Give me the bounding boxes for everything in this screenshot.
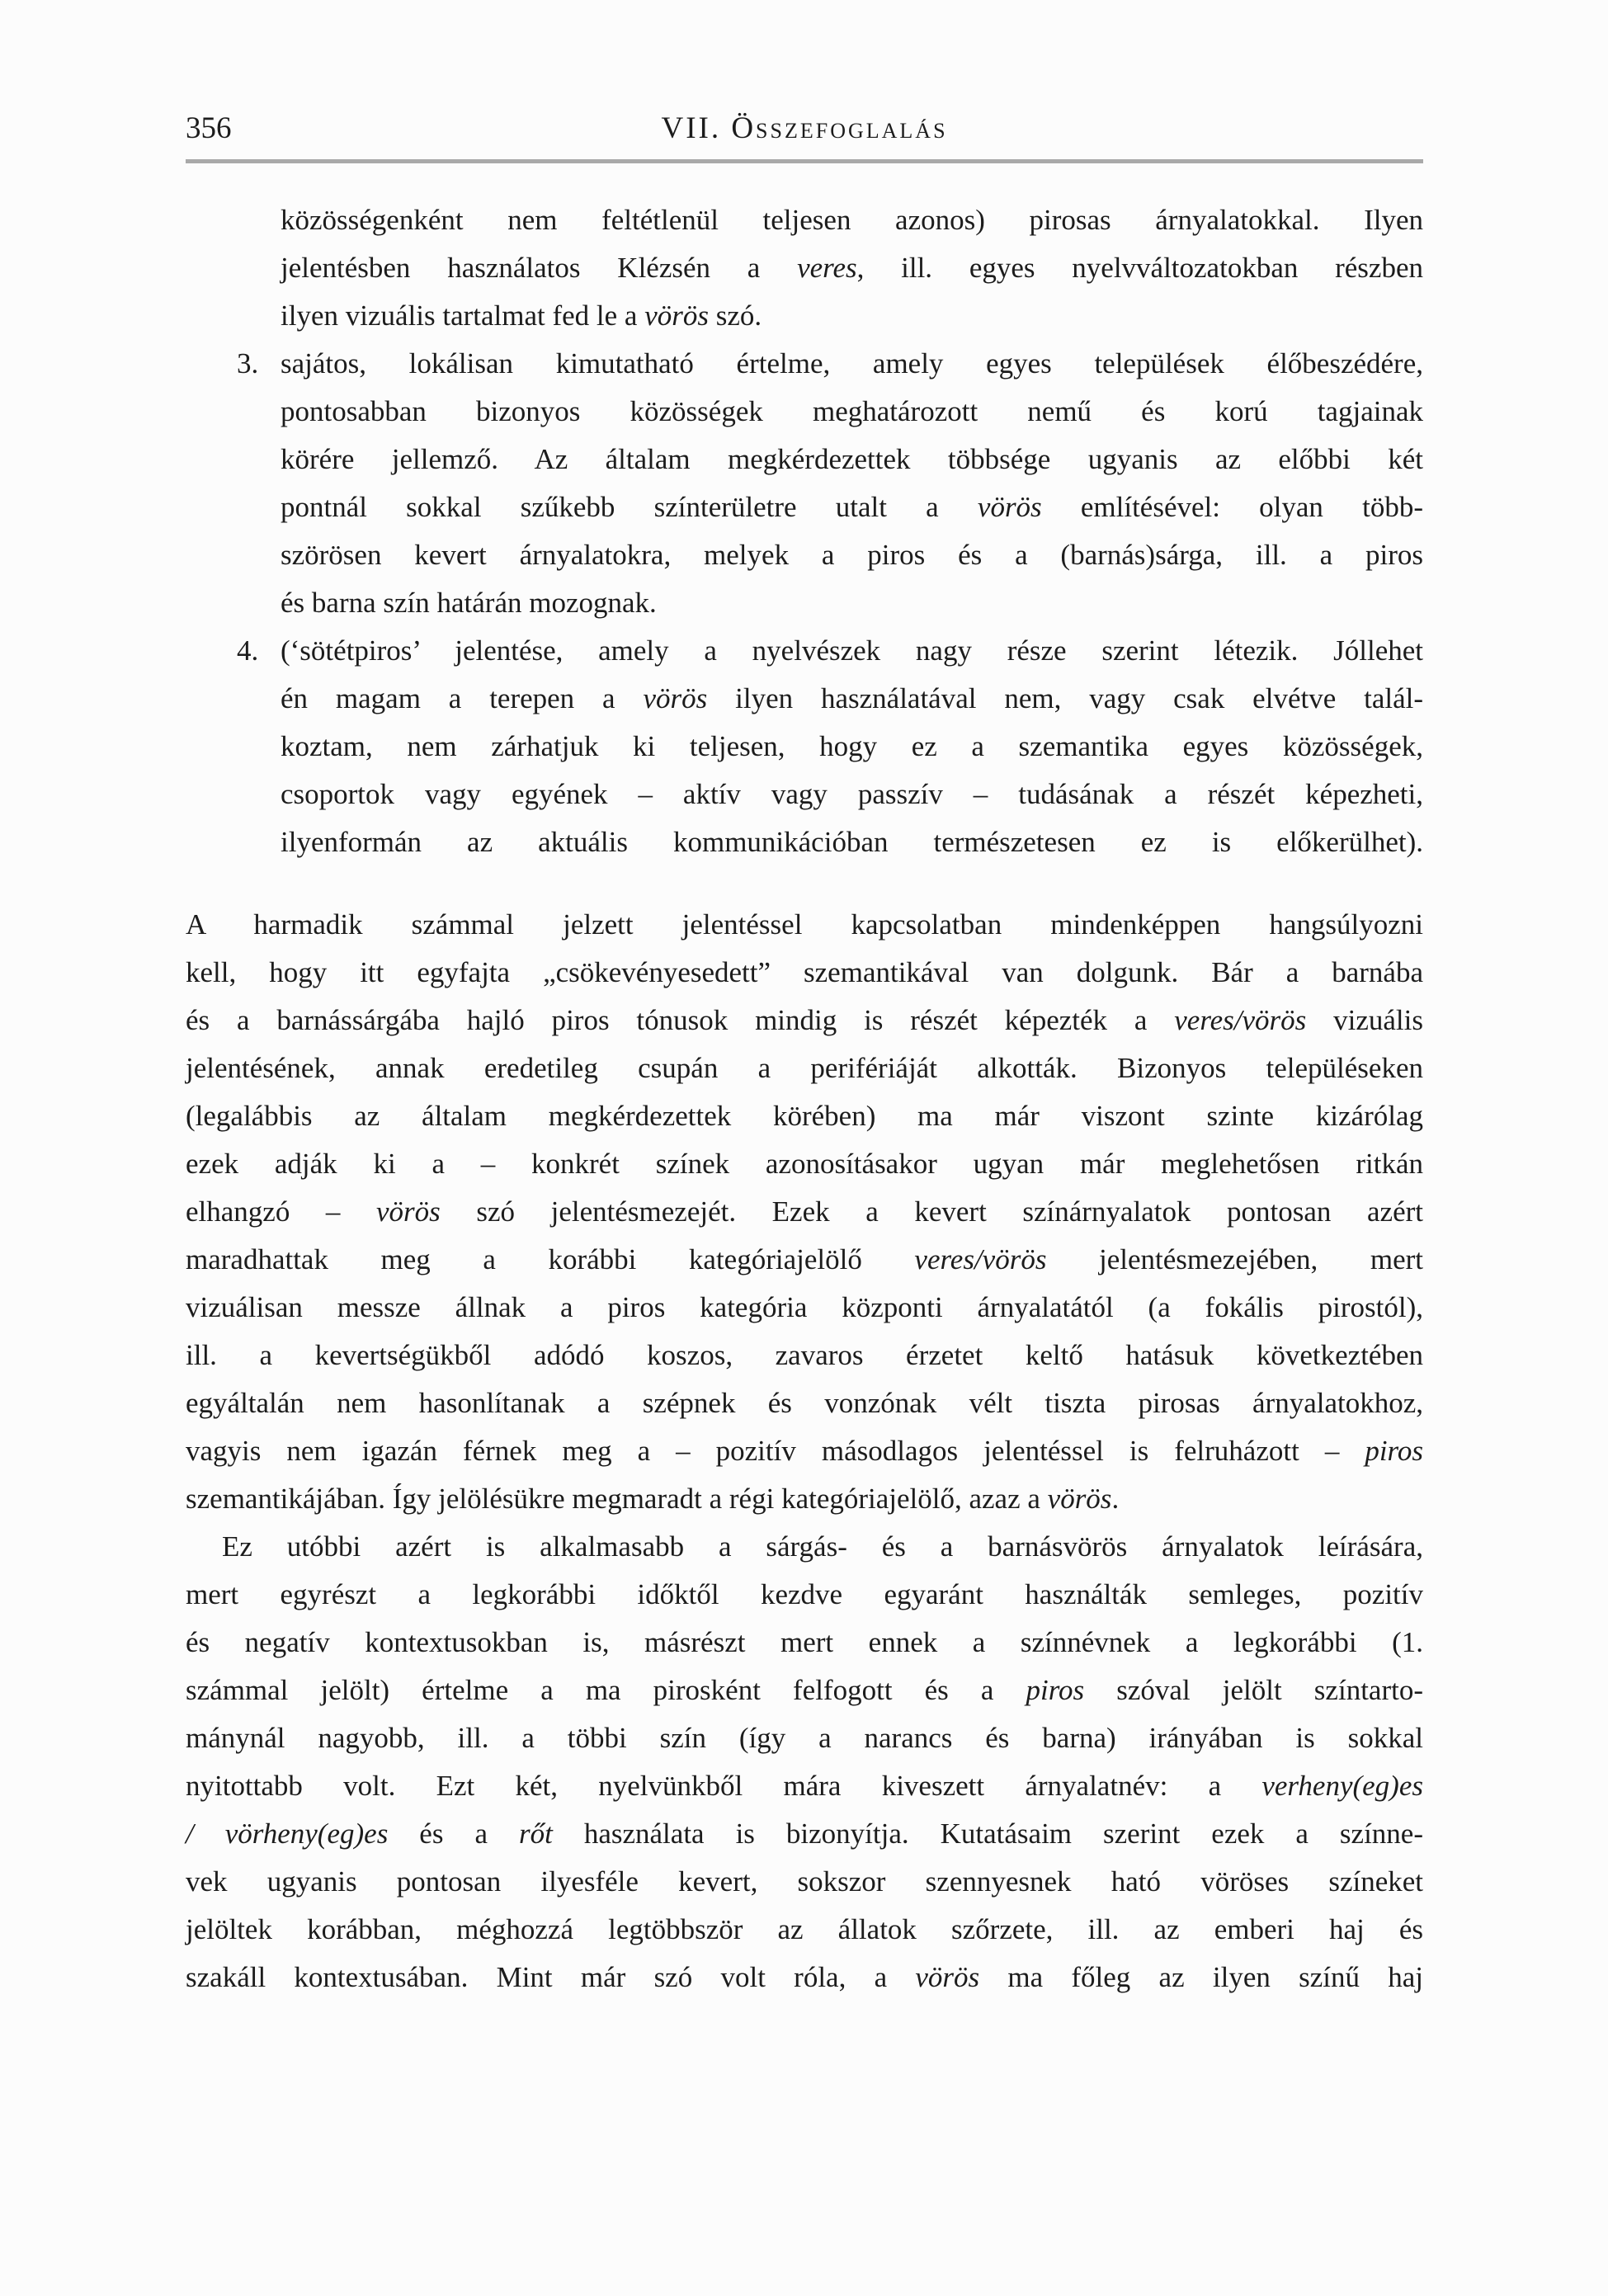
text-line: csoportok vagy egyének – aktív vagy passzív – tudásának a részét képezheti,: [281, 778, 1423, 810]
text-line: szakáll kontextusában. Mint már szó volt róla, a vörös ma főleg az ilyen színű haj: [186, 1961, 1423, 1993]
paragraph: [186, 901, 1423, 1523]
text-line: szörösen kevert árnyalatokra, melyek a piros és a (barnás)sárga, ill. a piros: [281, 539, 1423, 571]
italic-term: veres/vörös: [1174, 1004, 1307, 1036]
italic-term: veres/vörös: [914, 1243, 1047, 1275]
paragraph: [186, 196, 1423, 340]
text-line: és a barnássárgába hajló piros tónusok mindig is részét képezték a veres/vörös vizuális: [186, 1004, 1423, 1036]
italic-term: veres: [797, 252, 857, 284]
text-line: ill. a kevertségükből adódó koszos, zavaros érzetet keltő hatásuk következtében: [186, 1339, 1423, 1371]
text-line: vagyis nem igazán férnek meg a – pozitív másodlagos jelentéssel is felruházott – piros: [186, 1435, 1423, 1467]
list-item: [186, 340, 1423, 627]
text-line: jelöltek korábban, méghozzá legtöbbször az állatok szőrzete, ill. az emberi haj és: [186, 1913, 1423, 1945]
text-line: (legalábbis az általam megkérdezettek körében) ma már viszont szinte kizárólag: [186, 1100, 1423, 1132]
italic-term: vörös: [643, 682, 708, 714]
italic-term: verheny(eg)es: [1261, 1770, 1423, 1802]
text-line: pontosabban bizonyos közösségek meghatározott nemű és korú tagjainak: [281, 395, 1423, 427]
list-item-number: 4.: [237, 634, 259, 667]
text-line: (‘sötétpiros’ jelentése, amely a nyelvészek nagy része szerint létezik. Jóllehet: [281, 634, 1423, 667]
italic-term: vörös: [977, 491, 1042, 523]
text-line: Ez utóbbi azért is alkalmasabb a sárgás- és a barnásvörös árnyalatok leírására,: [222, 1530, 1423, 1563]
text-line: egyáltalán nem hasonlítanak a szépnek és vonzónak vélt tiszta pirosas árnyalatokhoz,: [186, 1387, 1423, 1419]
text-block: [186, 196, 1423, 2001]
running-head: VII. Összefoglalás: [661, 111, 948, 145]
text-line: jelentésének, annak eredetileg csupán a perifériáját alkották. Bizonyos településeken: [186, 1052, 1423, 1084]
italic-term: vörös: [644, 299, 709, 332]
italic-term: vörös: [376, 1195, 441, 1228]
header-rule: [186, 159, 1423, 163]
text-line: sajátos, lokálisan kimutatható értelme, amely egyes települések élőbeszédére,: [281, 347, 1423, 380]
text-line: A harmadik számmal jelzett jelentéssel kapcsolatban mindenképpen hangsúlyozni: [186, 908, 1423, 941]
text-line: nyitottabb volt. Ezt két, nyelvünkből mára kiveszett árnyalatnév: a verheny(eg)es: [186, 1770, 1423, 1802]
text-line: ilyenformán az aktuális kommunikációban természetesen ez is előkerülhet).: [281, 826, 1423, 858]
text-line: és negatív kontextusokban is, másrészt mert ennek a színnévnek a legkorábbi (1.: [186, 1626, 1423, 1658]
italic-term: piros: [1365, 1435, 1423, 1467]
page-number: 356: [186, 111, 232, 145]
italic-term: vörös: [915, 1961, 980, 1993]
text-line: mert egyrészt a legkorábbi időktől kezdve egyaránt használták semleges, pozitív: [186, 1578, 1423, 1610]
text-line: vek ugyanis pontosan ilyesféle kevert, sokszor szennyesnek ható vöröses színeket: [186, 1865, 1423, 1898]
list-item: [186, 627, 1423, 866]
text-line: kell, hogy itt egyfajta „csökevényesedett” szemantikával van dolgunk. Bár a barnába: [186, 956, 1423, 988]
text-line: én magam a terepen a vörös ilyen használatával nem, vagy csak elvétve talál-: [281, 682, 1424, 714]
text-line: ilyen vizuális tartalmat fed le a vörös szó.: [281, 299, 762, 332]
text-line: és barna szín határán mozognak.: [281, 587, 657, 619]
text-line: pontnál sokkal szűkebb színterületre utalt a vörös említésével: olyan több-: [281, 491, 1423, 523]
list-item-number: 3.: [237, 347, 259, 380]
text-line: / vörheny(eg)es és a rőt használata is bizonyítja. Kutatásaim szerint ezek a színne-: [186, 1817, 1423, 1850]
text-line: közösségenként nem feltétlenül teljesen azonos) pirosas árnyalatokkal. Ilyen: [281, 204, 1423, 236]
text-line: elhangzó – vörös szó jelentésmezejét. Ezek a kevert színárnyalatok pontosan azért: [186, 1195, 1424, 1228]
text-line: mánynál nagyobb, ill. a többi szín (így a narancs és barna) irányában is sokkal: [186, 1722, 1423, 1754]
text-line: koztam, nem zárhatjuk ki teljesen, hogy ez a szemantika egyes közösségek,: [281, 730, 1423, 762]
text-line: jelentésben használatos Klézsén a veres, ill. egyes nyelvváltozatokban részben: [281, 252, 1423, 284]
paragraph-spacer: [186, 866, 1423, 901]
text-line: vizuálisan messze állnak a piros kategória központi árnyalatától (a fokális pirostól),: [186, 1291, 1423, 1323]
italic-term: / vörheny(eg)es: [186, 1817, 389, 1850]
text-line: ezek adják ki a – konkrét színek azonosításakor ugyan már meglehetősen ritkán: [186, 1148, 1423, 1180]
text-line: körére jellemző. Az általam megkérdezettek többsége ugyanis az előbbi két: [281, 443, 1423, 475]
italic-term: piros: [1026, 1674, 1085, 1706]
italic-term: rőt: [518, 1817, 553, 1850]
text-line: szemantikájában. Így jelölésükre megmaradt a régi kategóriajelölő, azaz a vörös.: [186, 1483, 1120, 1515]
text-line: számmal jelölt) értelme a ma pirosként felfogott és a piros szóval jelölt színtarto-: [186, 1674, 1423, 1706]
paragraph: [186, 1523, 1423, 2001]
italic-term: vörös: [1047, 1483, 1112, 1515]
text-line: maradhattak meg a korábbi kategóriajelölő veres/vörös jelentésmezejében, mert: [186, 1243, 1423, 1275]
